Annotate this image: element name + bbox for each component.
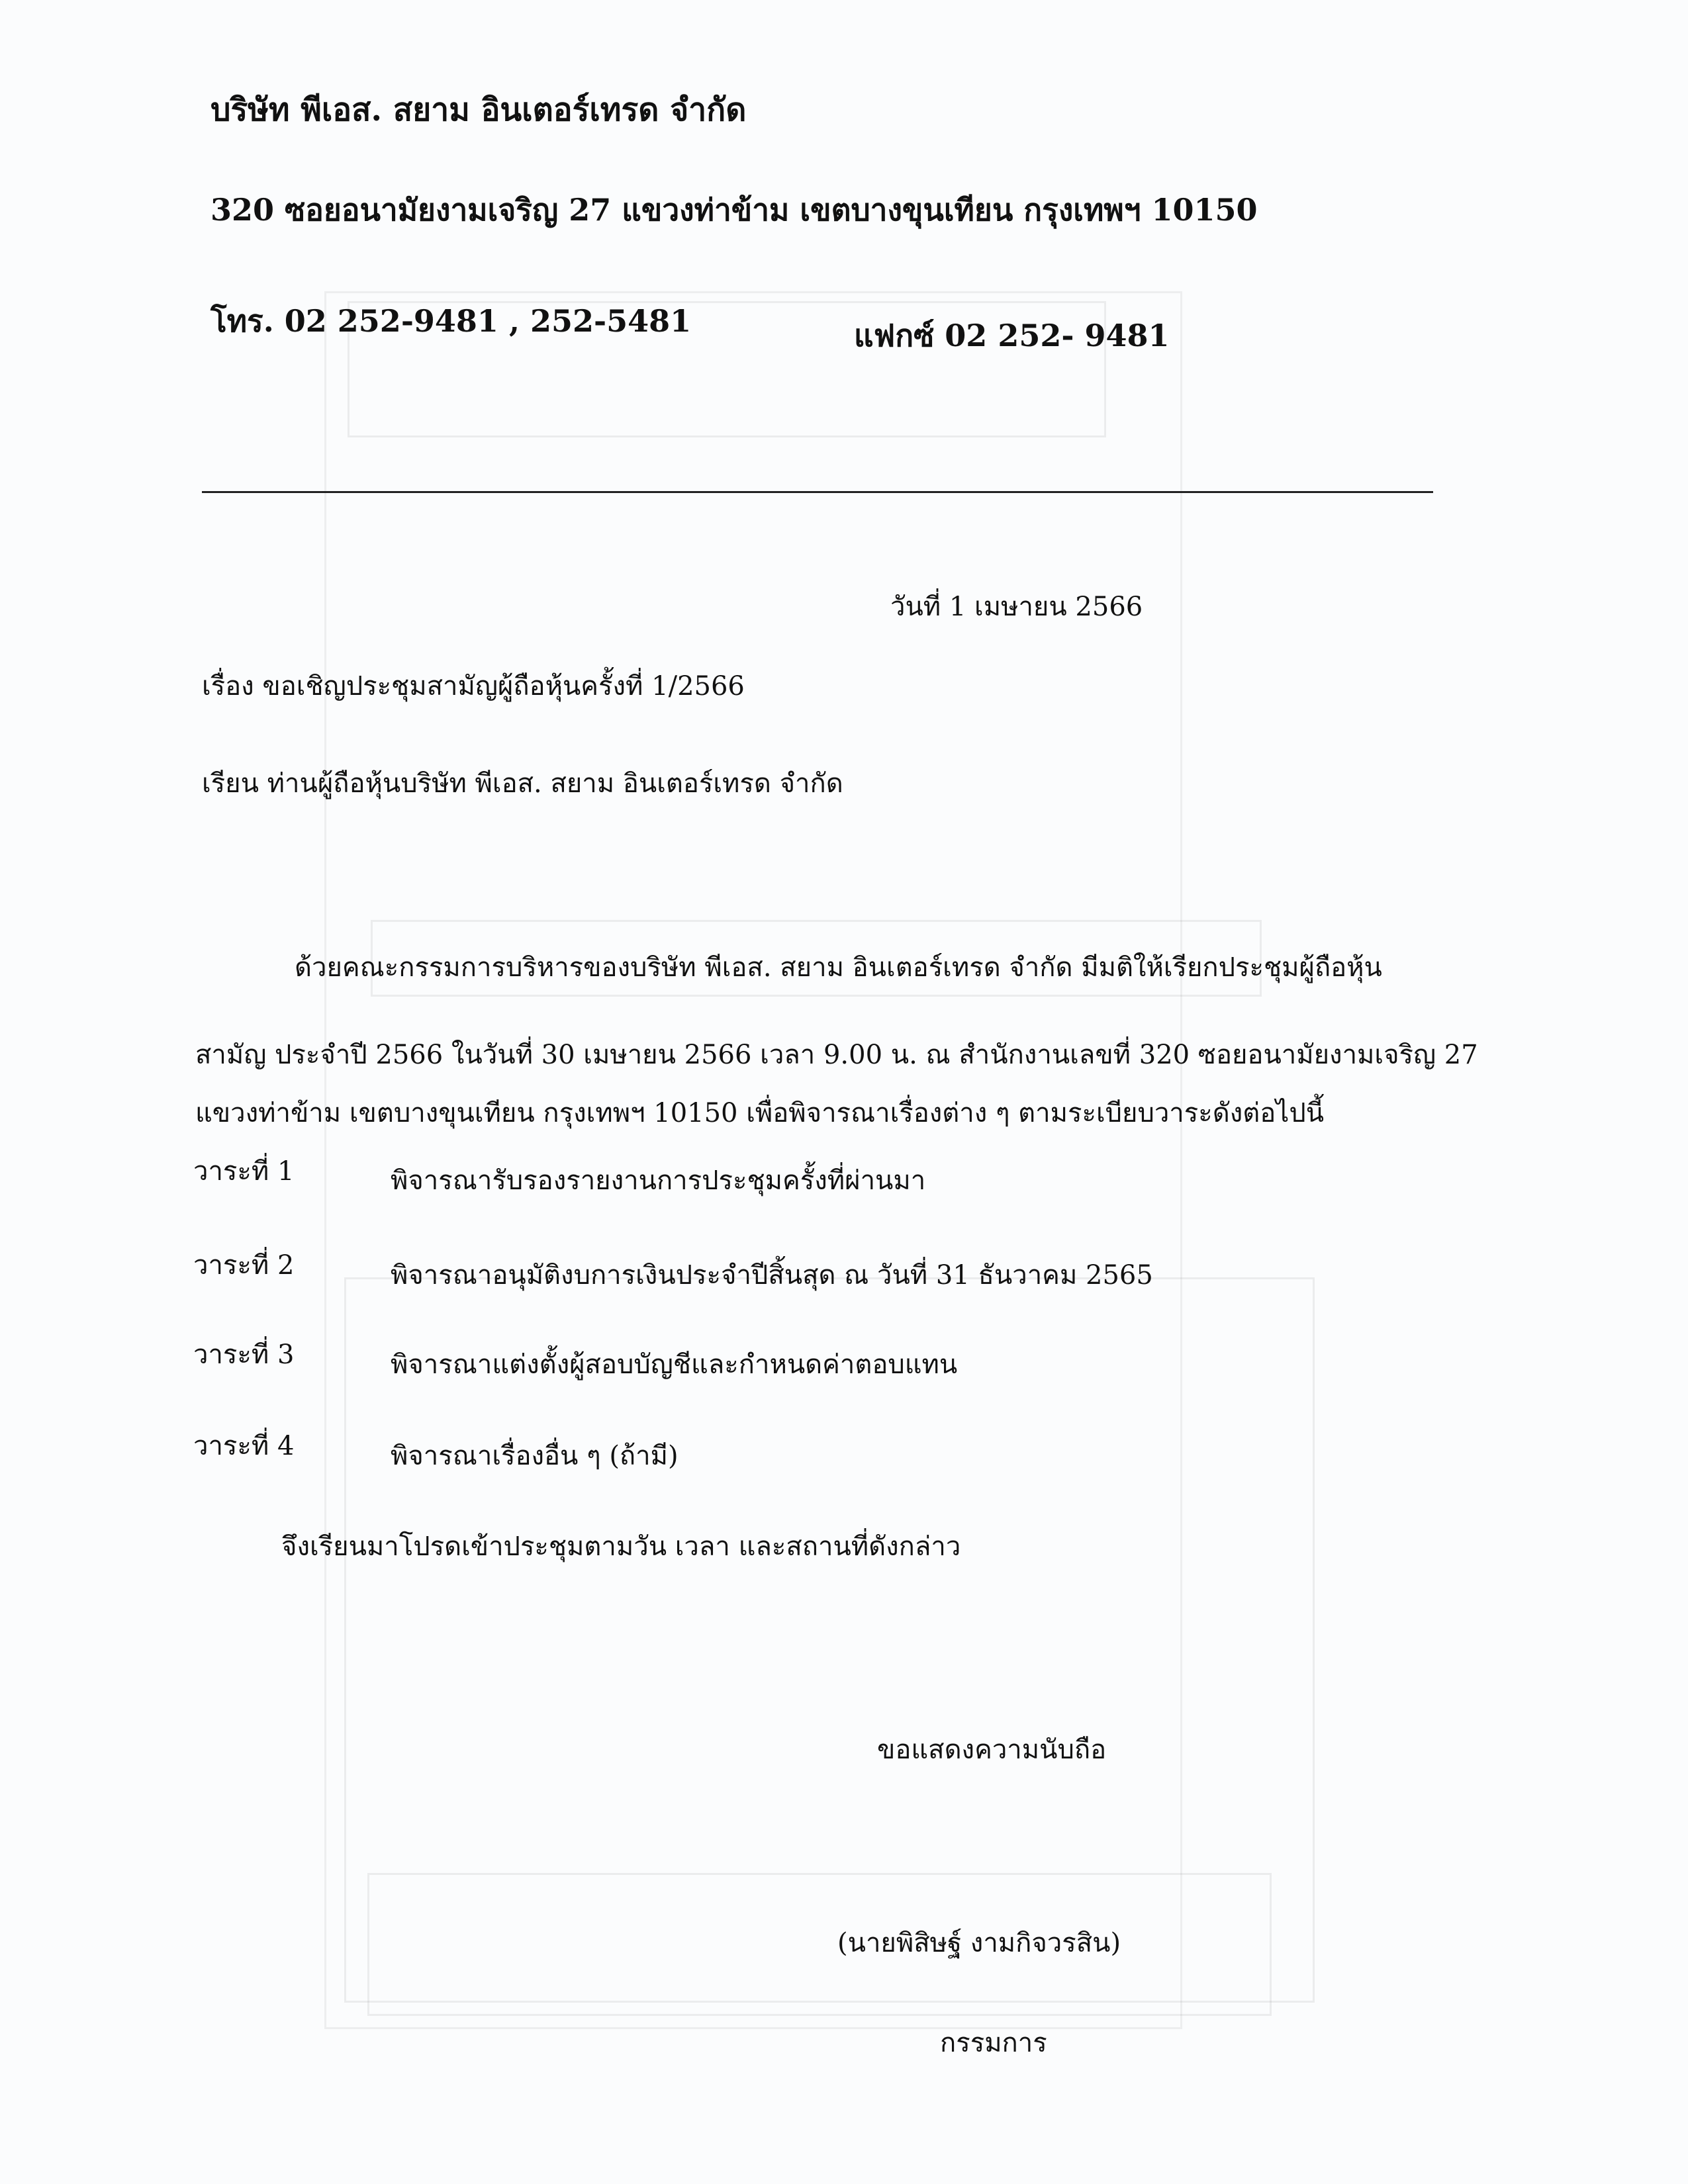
agenda-text: พิจารณารับรองรายงานการประชุมครั้งที่ผ่านมา xyxy=(391,1165,926,1196)
agenda-label: วาระที่ 2 xyxy=(193,1250,295,1281)
signer-name: (นายพิสิษฐ์ งามกิจวรสิน) xyxy=(837,1928,1121,1958)
agenda-label: วาระที่ 4 xyxy=(193,1431,295,1461)
agenda-text: พิจารณาเรื่องอื่น ๆ (ถ้ามี) xyxy=(391,1441,679,1471)
agenda-label: วาระที่ 1 xyxy=(193,1156,295,1187)
company-name: บริษัท พีเอส. สยาม อินเตอร์เทรด จำกัด xyxy=(211,91,747,128)
company-fax: แฟกซ์ 02 252- 9481 xyxy=(854,318,1170,353)
letter-date: วันที่ 1 เมษายน 2566 xyxy=(890,592,1143,622)
body-line-3: แขวงท่าข้าม เขตบางขุนเทียน กรุงเทพฯ 10150 เพื่อพิจารณาเรื่องต่าง ๆ ตามระเบียบวาระดังต่อไปนี้ xyxy=(195,1098,1325,1128)
letter-subject: เรื่อง ขอเชิญประชุมสามัญผู้ถือหุ้นครั้งที่ 1/2566 xyxy=(202,671,745,702)
letterhead-divider xyxy=(202,491,1433,493)
signer-position: กรรมการ xyxy=(940,2028,1047,2058)
closing-text: จึงเรียนมาโปรดเข้าประชุมตามวัน เวลา และสถานที่ดังกล่าว xyxy=(281,1531,961,1562)
body-line-1: ด้วยคณะกรรมการบริหารของบริษัท พีเอส. สยาม อินเตอร์เทรด จำกัด มีมติให้เรียกประชุมผู้ถือหุ้น xyxy=(295,952,1382,983)
agenda-text: พิจารณาอนุมัติงบการเงินประจำปีสิ้นสุด ณ วันที่ 31 ธันวาคม 2565 xyxy=(391,1260,1153,1291)
body-line-2: สามัญ ประจำปี 2566 ในวันที่ 30 เมษายน 2566 เวลา 9.00 น. ณ สำนักงานเลขที่ 320 ซอยอนามัยงามเจริญ 27 xyxy=(195,1040,1478,1070)
company-phone: โทร. 02 252-9481 , 252-5481 xyxy=(211,303,692,339)
company-address: 320 ซอยอนามัยงามเจริญ 27 แขวงท่าข้าม เขตบางขุนเทียน กรุงเทพฯ 10150 xyxy=(211,192,1258,228)
agenda-text: พิจารณาแต่งตั้งผู้สอบบัญชีและกำหนดค่าตอบแทน xyxy=(391,1349,958,1380)
regards-text: ขอแสดงความนับถือ xyxy=(877,1735,1107,1765)
letter-recipient: เรียน ท่านผู้ถือหุ้นบริษัท พีเอส. สยาม อินเตอร์เทรด จำกัด xyxy=(202,768,843,799)
agenda-label: วาระที่ 3 xyxy=(193,1340,295,1370)
bleed-through-box xyxy=(367,1873,1272,2016)
